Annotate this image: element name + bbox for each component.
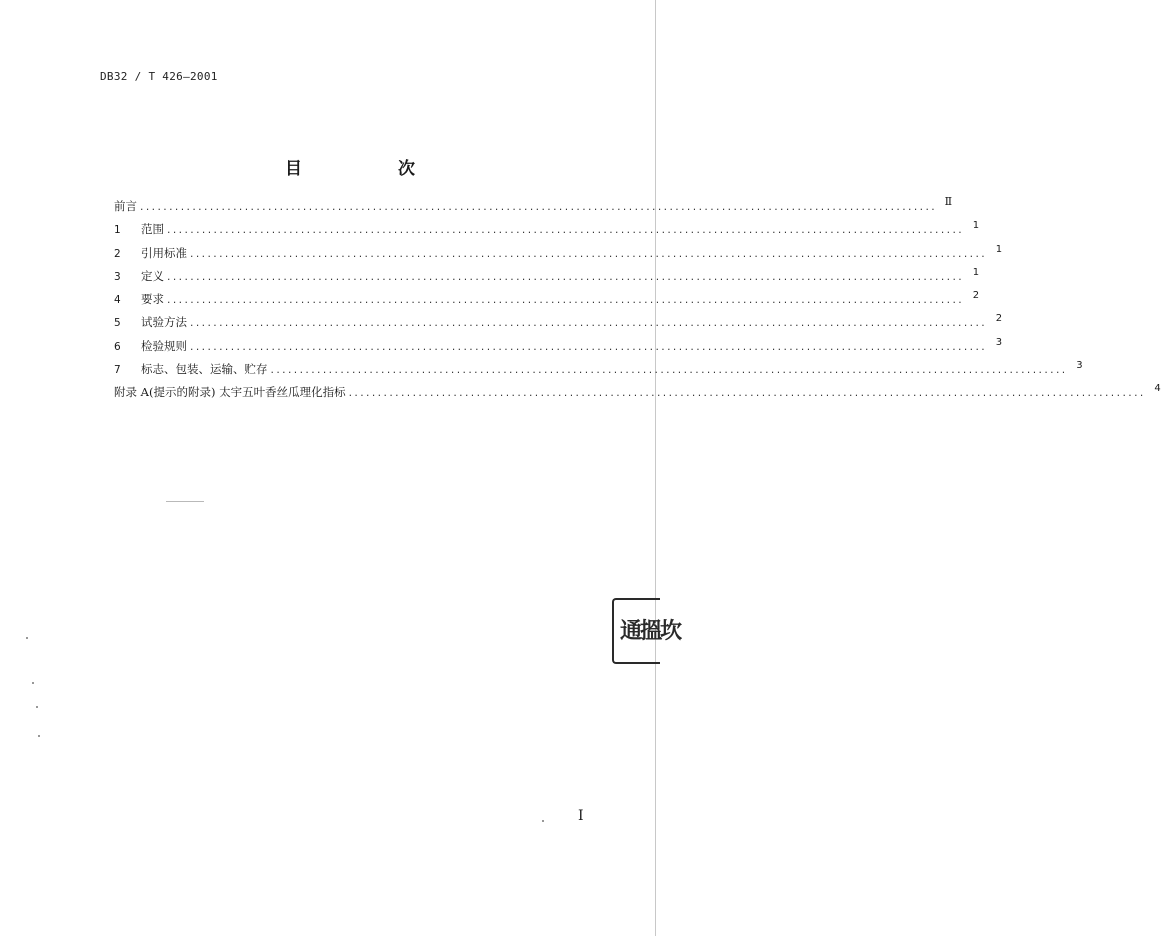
scan-speck	[36, 706, 38, 708]
toc-leader-dots: .........................................................................................................................................	[189, 342, 987, 353]
toc-title	[0, 154, 662, 178]
toc-entry-label: 范围	[141, 222, 164, 237]
toc-entry-label: 标志、包装、运输、贮存	[141, 362, 268, 377]
toc-entry-page: 2	[972, 290, 980, 302]
scan-speck	[542, 820, 544, 822]
toc-leader-dots: .........................................................................................................................................	[166, 296, 964, 307]
toc-entry-page: 1	[995, 243, 1003, 255]
page-number: I	[578, 808, 584, 824]
toc-entry-page: 3	[1076, 360, 1083, 372]
toc-entry-number: 3	[114, 270, 121, 283]
toc-leader-dots: .........................................................................................................................................	[166, 226, 964, 237]
toc-entry-number: 7	[114, 364, 121, 377]
toc-entry-label: 前言	[114, 199, 137, 213]
scan-smudge	[166, 501, 204, 502]
toc-leader-dots: .........................................................................................................................................	[166, 272, 964, 283]
toc-leader-dots: .........................................................................................................................................	[139, 203, 937, 213]
toc-entry-foreword	[114, 195, 953, 221]
toc-entry-label: 附录 A(提示的附录) 太宇五叶香丝瓜理化指标	[114, 385, 346, 400]
scan-speck	[38, 735, 40, 737]
toc-entry-label: 要求	[141, 292, 164, 307]
toc-entry-page: 4	[1154, 383, 1161, 395]
toc-entry-number: 5	[114, 317, 121, 330]
toc-entry-requirements	[114, 290, 980, 314]
page-edge-line	[655, 0, 656, 936]
toc-entry-number: 1	[114, 224, 121, 237]
toc-entry-scope	[114, 220, 980, 244]
toc-leader-dots: .........................................................................................................................................	[347, 389, 1145, 400]
toc-entry-test-methods	[114, 313, 1003, 337]
toc-entry-page: 1	[972, 266, 980, 278]
toc-entry-appendix-a	[114, 383, 1161, 407]
table-of-contents	[114, 195, 1161, 408]
toc-entry-inspection-rules	[114, 336, 1003, 361]
toc-entry-number: 2	[114, 247, 121, 260]
edge-stamp	[612, 598, 681, 664]
scan-speck	[26, 637, 28, 639]
toc-entry-page: 3	[995, 336, 1003, 348]
toc-entry-page: 1	[972, 220, 980, 232]
toc-entry-definitions	[114, 266, 980, 291]
scan-speck	[32, 682, 34, 684]
toc-entry-number: 4	[114, 294, 121, 307]
toc-entry-references	[114, 243, 1003, 268]
toc-entry-marking-packaging	[114, 360, 1083, 384]
toc-entry-page: Ⅱ	[944, 195, 953, 208]
toc-leader-dots: .........................................................................................................................................	[269, 366, 1067, 377]
toc-entry-page: 2	[995, 313, 1003, 325]
document-code: DB32 / T 426—2001	[100, 70, 218, 83]
toc-entry-label: 试验方法	[141, 315, 187, 330]
toc-leader-dots: .........................................................................................................................................	[189, 249, 987, 260]
toc-entry-label: 引用标准	[141, 245, 187, 260]
stamp-text: 通搵坎	[620, 619, 681, 644]
toc-entry-label: 定义	[141, 268, 164, 283]
toc-title-char-2: 次	[398, 159, 415, 179]
toc-title-char-1: 目	[285, 159, 302, 179]
toc-entry-number: 6	[114, 340, 121, 353]
toc-entry-label: 检验规则	[141, 338, 187, 353]
toc-leader-dots: .........................................................................................................................................	[189, 319, 987, 330]
